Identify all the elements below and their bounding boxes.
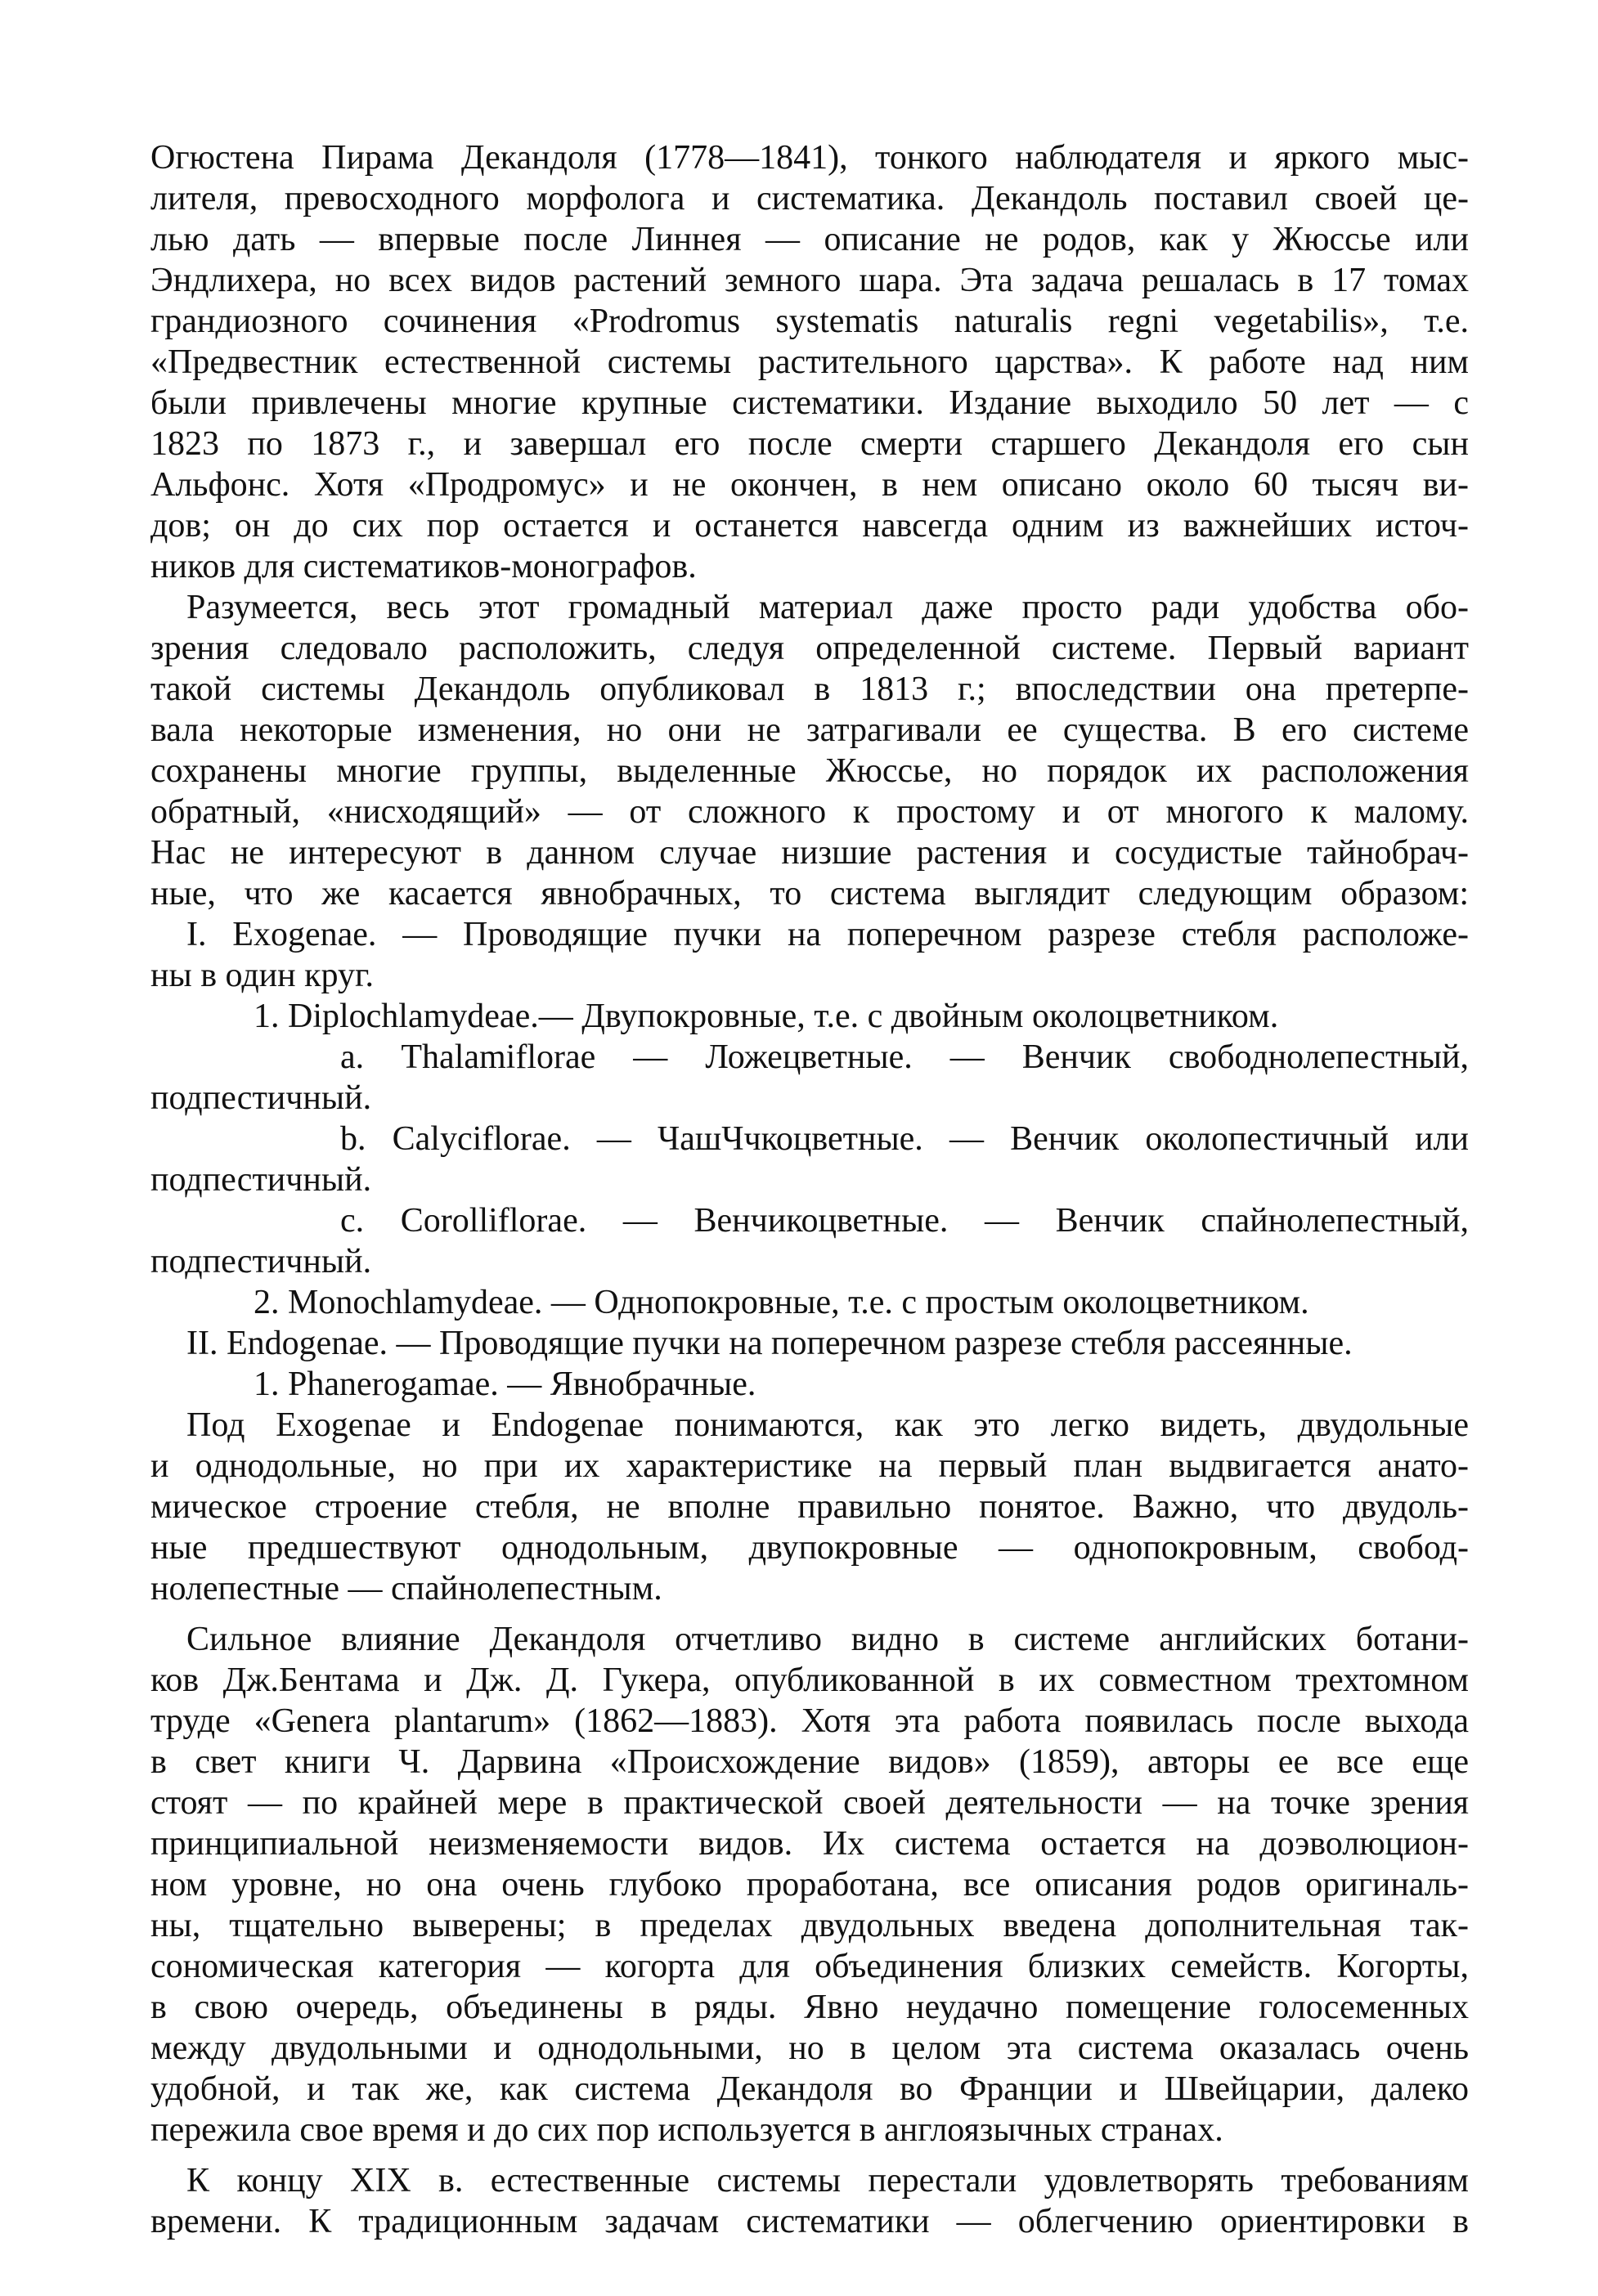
text-line: в свет книги Ч. Дарвина «Происхождение видов» (1859), авторы ее все еще — [150, 1743, 1469, 1781]
classification-item: 1. Diplochlamydeae.— Двупокровные, т.е. с двойным околоцветником. — [254, 998, 1279, 1035]
text-line: ны в один круг. — [150, 957, 374, 994]
text-line: 1823 по 1873 г., и завершал его после смерти старшего Декандоля его сын — [150, 425, 1469, 463]
text-line: ные, что же касается явнобрачных, то система выглядит следующим образом: — [150, 875, 1469, 913]
text-line: в свою очередь, объединены в ряды. Явно неудачно помещение голосеменных — [150, 1989, 1469, 2026]
paragraph-first-line: Сильное влияние Декандоля отчетливо видно в системе английских ботани- — [186, 1621, 1469, 1658]
text-line: нолепестные — спайнолепестным. — [150, 1570, 662, 1608]
classification-item: 2. Monochlamydeae. — Однопокровные, т.е. с простым околоцветником. — [254, 1284, 1309, 1321]
text-line: ников для систематиков-монографов. — [150, 548, 697, 585]
text-line: грандиозного сочинения «Prodromus systematis naturalis regni vegetabilis», т.е. — [150, 303, 1469, 340]
text-line: лью дать — впервые после Линнея — описание не родов, как у Жюссье или — [150, 221, 1469, 258]
text-line: удобной, и так же, как система Декандоля во Франции и Швейцарии, далеко — [150, 2070, 1469, 2108]
body-text — [150, 137, 1469, 2242]
text-line: такой системы Декандоль опубликовал в 1813 г.; впоследствии она претерпе- — [150, 670, 1469, 708]
text-line: подпестичный. — [150, 1243, 372, 1280]
text-line: были привлечены многие крупные систематики. Издание выходило 50 лет — с — [150, 384, 1469, 422]
text-line: сохранены многие группы, выделенные Жюссье, но порядок их расположения — [150, 752, 1469, 790]
text-line: подпестичный. — [150, 1161, 372, 1199]
classification-item: b. Calyciflorae. — ЧашЧчкоцветные. — Венчик околопестичный или — [340, 1120, 1469, 1158]
classification-item: I. Exogenae. — Проводящие пучки на поперечном разрезе стебля расположе- — [186, 916, 1469, 953]
text-line: пережила свое время и до сих пор используется в англоязычных странах. — [150, 2111, 1223, 2149]
classification-item: II. Endogenae. — Проводящие пучки на поперечном разрезе стебля рассеянные. — [186, 1325, 1353, 1362]
paragraph-first-line: К концу XIX в. естественные системы перестали удовлетворять требованиям — [186, 2162, 1469, 2200]
text-line: времени. К традиционным задачам систематики — облегчению ориентировки в — [150, 2203, 1469, 2240]
classification-item: a. Thalamiflorae — Ложецветные. — Венчик свободнолепестный, — [340, 1038, 1469, 1076]
text-line: стоят — по крайней мере в практической своей деятельности — на точке зрения — [150, 1784, 1469, 1822]
text-line: ков Дж.Бентама и Дж. Д. Гукера, опубликованной в их совместном трехтомном — [150, 1661, 1469, 1699]
text-line: мическое строение стебля, не вполне правильно понятое. Важно, что двудоль- — [150, 1488, 1469, 1526]
text-line: между двудольными и однодольными, но в целом эта система оказалась очень — [150, 2029, 1469, 2067]
text-line: ны, тщательно выверены; в пределах двудольных введена дополнительная так- — [150, 1907, 1469, 1944]
text-line: труде «Genera plantarum» (1862—1883). Хотя эта работа появилась после выхода — [150, 1702, 1469, 1740]
text-line: вала некоторые изменения, но они не затрагивали ее существа. В его системе — [150, 711, 1469, 749]
text-line: «Предвестник естественной системы растительного царства». К работе над ним — [150, 343, 1469, 381]
text-line: ные предшествуют однодольным, двупокровные — однопокровным, свобод- — [150, 1529, 1469, 1567]
text-line: Огюстена Пирама Декандоля (1778—1841), тонкого наблюдателя и яркого мыс- — [150, 139, 1469, 177]
paragraph-first-line: Под Exogenae и Endogenae понимаются, как это легко видеть, двудольные — [186, 1406, 1469, 1444]
paragraph-first-line: Разумеется, весь этот громадный материал даже просто ради удобства обо- — [186, 589, 1469, 626]
text-line: зрения следовало расположить, следуя определенной системе. Первый вариант — [150, 630, 1469, 667]
text-line: лителя, превосходного морфолога и систематика. Декандоль поставил своей це- — [150, 180, 1469, 217]
text-line: дов; он до сих пор остается и останется навсегда одним из важнейших источ- — [150, 507, 1469, 545]
text-line: принципиальной неизменяемости видов. Их система остается на доэволюцион- — [150, 1825, 1469, 1863]
text-line: обратный, «нисходящий» — от сложного к простому и от многого к малому. — [150, 793, 1469, 831]
text-line: сономическая категория — когорта для объединения близких семейств. Когорты, — [150, 1948, 1469, 1985]
classification-item: c. Corolliflorae. — Венчикоцветные. — Венчик спайнолепестный, — [340, 1202, 1469, 1240]
text-line: подпестичный. — [150, 1079, 372, 1117]
classification-item: 1. Phanerogamae. — Явнобрачные. — [254, 1365, 756, 1403]
text-line: Нас не интересуют в данном случае низшие растения и сосудистые тайнобрач- — [150, 834, 1469, 872]
text-line: Эндлихера, но всех видов растений земного шара. Эта задача решалась в 17 томах — [150, 262, 1469, 299]
text-line: Альфонс. Хотя «Продромус» и не окончен, в нем описано около 60 тысяч ви- — [150, 466, 1469, 504]
text-line: ном уровне, но она очень глубоко проработана, все описания родов оригиналь- — [150, 1866, 1469, 1904]
text-line: и однодольные, но при их характеристике на первый план выдвигается анато- — [150, 1447, 1469, 1485]
